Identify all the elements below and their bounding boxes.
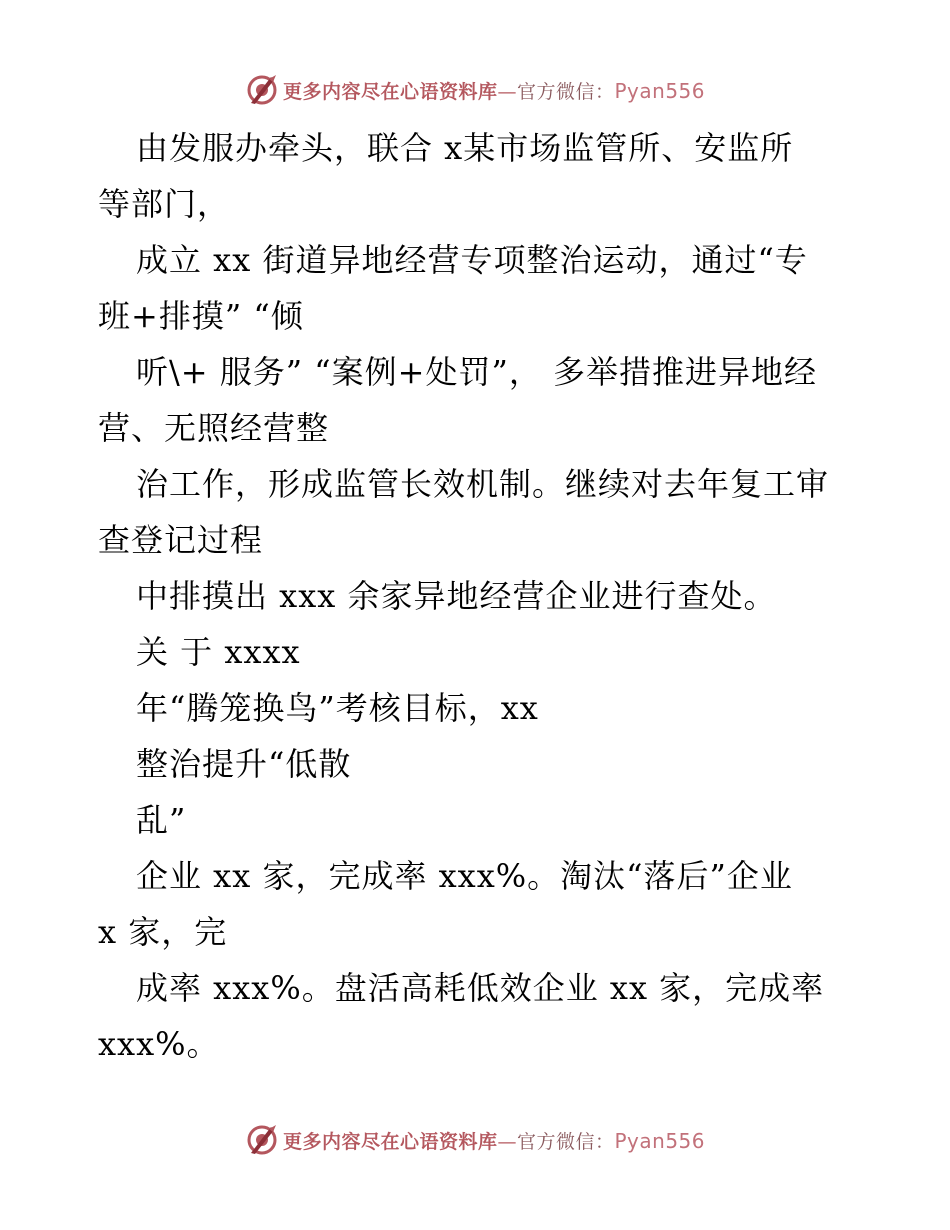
paragraph-line: 查登记过程 (98, 521, 264, 559)
paragraph-line: 营、无照经营整 (98, 409, 330, 447)
banner-wechat-label: 官方微信： (516, 1130, 615, 1153)
banner-wechat-id: Pyan556 (614, 1128, 706, 1153)
paragraph-line: xxx%。 (98, 1025, 220, 1063)
paragraph-line: 年“腾笼换鸟”考核目标，xx (136, 689, 539, 727)
banner-dash: — (497, 1130, 517, 1153)
banner-text (283, 1127, 705, 1154)
paragraph-line: 由发服办牵头，联合 x某市场监管所、安监所 (136, 129, 794, 167)
paragraph-line: 等部门， (98, 185, 231, 223)
header-watermark-banner (0, 70, 950, 110)
quill-logo-icon (245, 1123, 279, 1157)
banner-text (283, 77, 705, 104)
paragraph-line: 班+排摸” “倾 (98, 297, 304, 335)
paragraph-line: 整治提升“低散 (136, 745, 352, 783)
paragraph-line: 中排摸出 xxx 余家异地经营企业进行查处。 (136, 577, 777, 615)
banner-main-text: 更多内容尽在心语资料库 (282, 1130, 498, 1153)
document-body (98, 120, 858, 1072)
banner-dash: — (497, 80, 517, 103)
paragraph-line: 成率 xxx%。盘活高耗低效企业 xx 家，完成率 (136, 969, 825, 1007)
banner-wechat-label: 官方微信： (516, 80, 615, 103)
paragraph-line: 成立 xx 街道异地经营专项整治运动，通过“专 (136, 241, 808, 279)
paragraph-line: 听\+ 服务” “案例+处罚”， 多举措推进异地经 (136, 353, 818, 391)
paragraph-line: x 家，完 (98, 913, 228, 951)
paragraph-line: 治工作，形成监管长效机制。继续对去年复工审 (136, 465, 830, 503)
paragraph-line: 企业 xx 家，完成率 xxx%。淘汰“落后”企业 (136, 857, 793, 895)
banner-wechat-id: Pyan556 (614, 78, 706, 103)
paragraph-line: 乱” (136, 801, 187, 839)
banner-main-text: 更多内容尽在心语资料库 (282, 80, 498, 103)
quill-logo-icon (245, 73, 279, 107)
footer-watermark-banner (0, 1120, 950, 1160)
paragraph-line: 关 于 xxxx (136, 633, 301, 671)
